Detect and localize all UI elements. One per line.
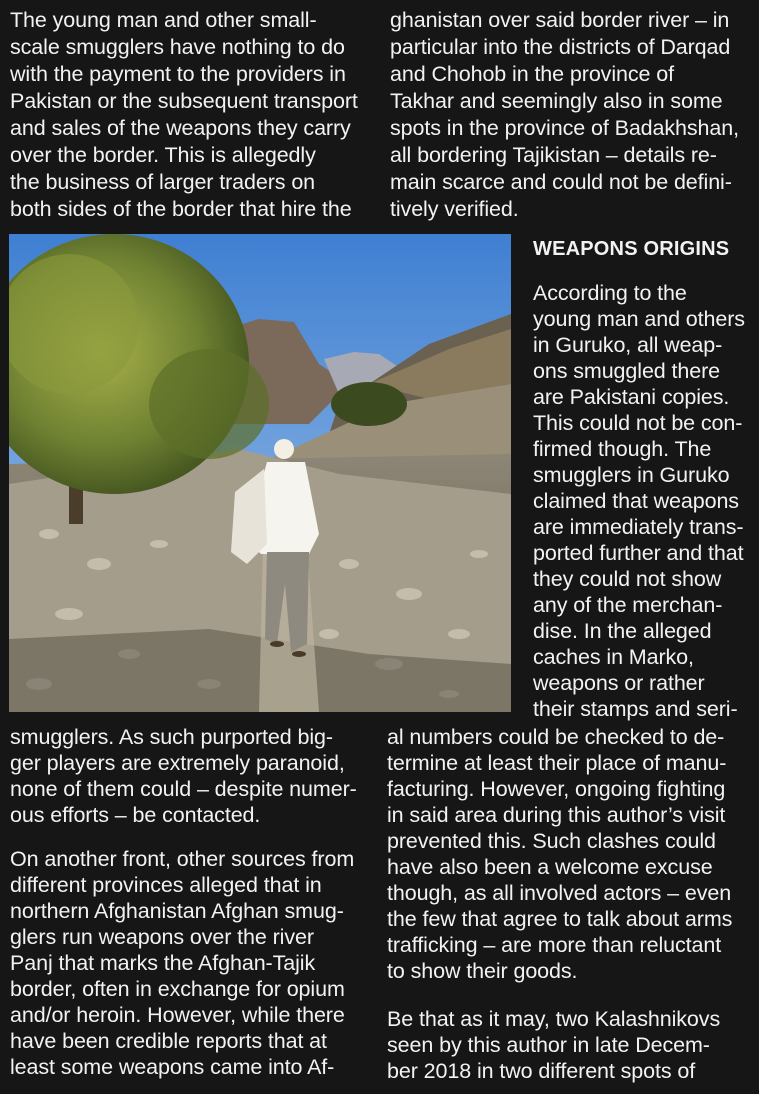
text-line: ghanistan over said border river – in	[390, 8, 730, 32]
text-line: According to the	[533, 281, 687, 305]
text-line: claimed that weapons	[533, 489, 739, 513]
text-line: ger players are extremely paranoid,	[10, 751, 345, 775]
text-line: caches in Marko,	[533, 645, 694, 669]
text-line: scale smugglers have nothing to do	[10, 35, 345, 59]
text-line: both sides of the border that hire the	[10, 197, 352, 221]
text-line: they could not show	[533, 567, 722, 591]
text-line: glers run weapons over the river	[10, 925, 314, 949]
text-line: in Guruko, all weap-	[533, 333, 723, 357]
text-line: the business of larger traders on	[10, 170, 316, 194]
text-line: their stamps and seri-	[533, 697, 738, 721]
text-line: over the border. This is allegedly	[10, 143, 316, 167]
text-line: smugglers. As such purported big-	[10, 725, 333, 749]
text-line: ported further and that	[533, 541, 744, 565]
text-line: prevented this. Such clashes could	[387, 829, 716, 853]
text-line: smugglers in Guruko	[533, 463, 730, 487]
text-line: the few that agree to talk about arms	[387, 907, 733, 931]
text-line: and Chohob in the province of	[390, 62, 674, 86]
text-line: weapons or rather	[533, 671, 705, 695]
text-line: to show their goods.	[387, 959, 578, 983]
text-line: particular into the districts of Darqad	[390, 35, 731, 59]
text-line: On another front, other sources from	[10, 847, 355, 871]
text-line: are Pakistani copies.	[533, 385, 730, 409]
text-line: young man and others	[533, 307, 745, 331]
text-line: least some weapons came into Af-	[10, 1055, 335, 1079]
text-line: in said area during this author’s visit	[387, 803, 726, 827]
text-line: trafficking – are more than reluctant	[387, 933, 722, 957]
text-line: Panj that marks the Afghan-Tajik	[10, 951, 316, 975]
text-line: spots in the province of Badakhshan,	[390, 116, 739, 140]
text-line: and sales of the weapons they carry	[10, 116, 351, 140]
text-line: all bordering Tajikistan – details re-	[390, 143, 717, 167]
text-line: with the payment to the providers in	[10, 62, 346, 86]
text-line: are immediately trans-	[533, 515, 744, 539]
text-line: border, often in exchange for opium	[10, 977, 345, 1001]
text-line: ons smuggled there	[533, 359, 721, 383]
text-line: Be that as it may, two Kalashnikovs	[387, 1007, 721, 1031]
text-line: seen by this author in late Decem-	[387, 1033, 710, 1057]
text-line: main scarce and could not be defini-	[390, 170, 732, 194]
text-line: firmed though. The	[533, 437, 712, 461]
text-line: northern Afghanistan Afghan smug-	[10, 899, 344, 923]
text-line: The young man and other small-	[10, 8, 317, 32]
text-line: and/or heroin. However, while there	[10, 1003, 345, 1027]
text-line: have also been a welcome excuse	[387, 855, 713, 879]
text-line: termine at least their place of manu-	[387, 751, 727, 775]
article-photo	[9, 234, 511, 712]
text-line: different provinces alleged that in	[10, 873, 322, 897]
text-line: any of the merchan-	[533, 593, 723, 617]
text-line: dise. In the alleged	[533, 619, 712, 643]
text-line: none of them could – despite numer-	[10, 777, 357, 801]
text-line: al numbers could be checked to de-	[387, 725, 725, 749]
text-line: Takhar and seemingly also in some	[390, 89, 723, 113]
text-line: facturing. However, ongoing fighting	[387, 777, 726, 801]
text-line: ber 2018 in two different spots of	[387, 1059, 696, 1083]
photo-illustration	[9, 234, 511, 712]
text-line: Pakistan or the subsequent transport	[10, 89, 358, 113]
text-line: ous efforts – be contacted.	[10, 803, 261, 827]
text-line: tively verified.	[390, 197, 519, 221]
text-line: though, as all involved actors – even	[387, 881, 732, 905]
text-line: This could not be con-	[533, 411, 743, 435]
text-line: have been credible reports that at	[10, 1029, 327, 1053]
section-heading: WEAPONS ORIGINS	[533, 238, 730, 260]
